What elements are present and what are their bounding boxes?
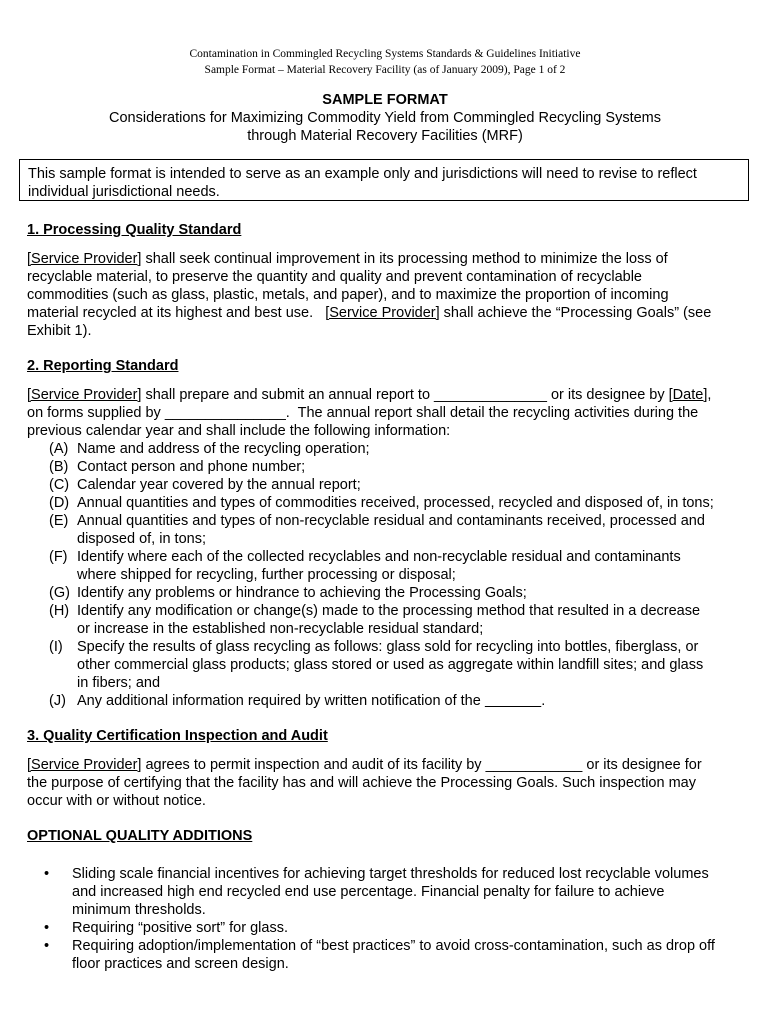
bullet-icon: • (44, 920, 50, 936)
document-page: Contamination in Commingled Recycling Systems Standards & Guidelines Initiative Sample Format – Material Recovery Facility (as of January 2009), Page 1 of 2 SAMPLE FORMAT Considerations for Maximizing Commodity Yield from Commingled Recycling Systems through Material Recovery Facilities (MRF) This sample format is intended to serve as an example only and jurisdictions will need to revise to reflect individual jurisdictional needs. 1. Processing Quality Standard [Service Provider] shall seek continual improvement in its processing method to minimize the loss of recyclable material, to preserve the quantity and quality and prevent contamination of recyclable commodities (such as glass, plastic, metals, and paper), and to maximize the proportion of incoming material recycled at its highest and best use. [Service Provider] shall achieve the “Processing Goals” (see Exhibit 1). 2. Reporting Standard [Service Provider] shall prepare and submit an annual report to ______________ or its designee by [Date], on forms supplied by _______________. The annual report shall detail the recycling activities during the previous calendar year and shall include the following information: (A) Name and address of the recycling operation; (B) Contact person and phone number; (C) Calendar year covered by the annual report; (D) Annual quantities and types of commodities received, processed, recycled and disposed of, in tons; (E) Annual quantities and types of non-recyclable residual and contaminants received, processed and disposed of, in tons; (F) Identify where each of the collected recyclables and non-recyclable residual and contaminants where shipped for recycling, further processing or disposal; (G) Identify any problems or hindrance to achieving the Processing Goals; (H) Identify any modification or change(s) made to the processing method that resulted in a decrease or increase in the established non-recyclable residual standard; (I) Specify the results of glass recycling as follows: glass sold for recycling into bottles, fiberglass, or other commercial glass products; glass stored or used as aggregate within landfill sites; and glass in fibers; and (J) Any additional information required by written notification of the . 3. Quality Certification Inspection and Audit [Service Provider] agrees to permit inspection and audit of its facility by ____________ or its designee for the purpose of certifying that the facility has and will achieve the Processing Goals. Such inspection may occur with or without notice. OPTIONAL QUALITY ADDITIONS • Sliding scale financial incentives for achieving target thresholds for reduced lost recyclable volumes and increased high end recycled end use percentage. Financial penalty for failure to achieve minimum thresholds. • Requiring “positive sort” for glass. • Requiring adoption/implementation of “best practices” to avoid cross-contamination, such as drop off floor practices and screen design. (0, 0, 770, 1024)
service-provider-field: [Service Provider] (27, 251, 142, 267)
header-line-2: Sample Format – Material Recovery Facility (as of January 2009), Page 1 of 2 (204, 64, 566, 76)
section-2-paragraph: [Service Provider] shall prepare and submit an annual report to ______________ or its designee by [Date], on forms supplied by _______________. The annual report shall detail the recycling activities during the previous calendar year and shall include the following information: (27, 387, 712, 439)
section-3-heading: 3. Quality Certification Inspection and Audit (27, 728, 328, 744)
section-1-paragraph: [Service Provider] shall seek continual improvement in its processing method to minimize the loss of recyclable material, to preserve the quantity and quality and prevent contamination of recyclable commodities (such as glass, plastic, metals, and paper), and to maximize the proportion of incoming material recycled at its highest and best use. [Service Provider] shall achieve the “Processing Goals” (see Exhibit 1). (27, 251, 712, 339)
disclaimer-box (19, 159, 749, 201)
service-provider-field: [Service Provider] (27, 757, 142, 773)
section-3-paragraph: [Service Provider] agrees to permit inspection and audit of its facility by ____________ or its designee for the purpose of certifying that the facility has and will achieve the Processing Goals. Such inspection may occur with or without notice. (27, 757, 702, 809)
disclaimer-line-1: This sample format is intended to serve as an example only and jurisdictions will need to revise to reflect (28, 166, 697, 182)
service-provider-field: [Service Provider] (325, 305, 440, 321)
disclaimer-line-2: individual jurisdictional needs. (28, 184, 220, 200)
document-title: SAMPLE FORMAT (322, 92, 448, 108)
date-field: [Date] (668, 387, 708, 403)
document-subtitle-line-2: through Material Recovery Facilities (MRF) (247, 128, 523, 144)
bullet-icon: • (44, 938, 50, 954)
blank-field (485, 693, 541, 709)
section-2-heading: 2. Reporting Standard (27, 358, 179, 374)
bullet-icon: • (44, 866, 50, 882)
document-subtitle-line-1: Considerations for Maximizing Commodity Yield from Commingled Recycling Systems (109, 110, 661, 126)
service-provider-field: [Service Provider] (27, 387, 142, 403)
header-line-1: Contamination in Commingled Recycling Systems Standards & Guidelines Initiative (189, 48, 581, 60)
section-1-heading: 1. Processing Quality Standard (27, 222, 242, 238)
optional-additions-heading: OPTIONAL QUALITY ADDITIONS (27, 828, 253, 844)
